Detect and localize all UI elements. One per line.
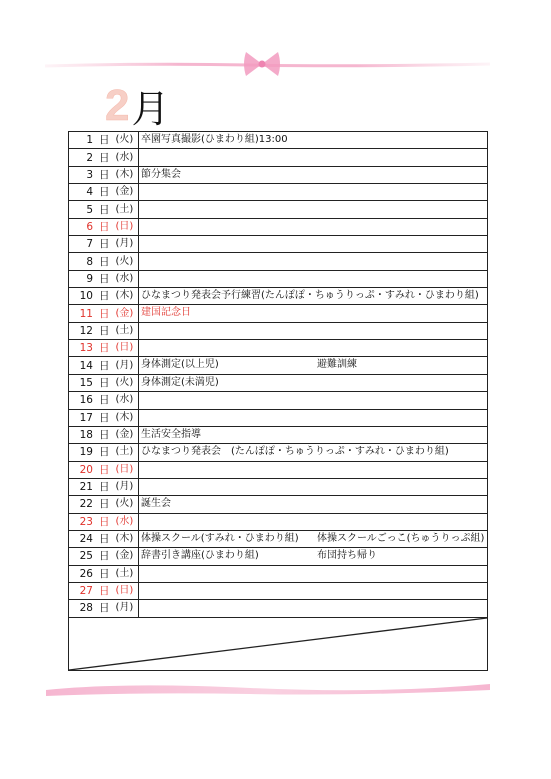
date-cell (69, 340, 139, 356)
weekday: (金) (115, 429, 134, 441)
day-number: 3 (86, 168, 93, 181)
date-cell (69, 253, 139, 269)
day-char: 日 (99, 203, 110, 216)
day-number: 16 (79, 394, 93, 407)
weekday: (火) (115, 498, 134, 510)
event-cell (139, 219, 487, 235)
day-number: 24 (79, 533, 93, 546)
event-cell (139, 410, 487, 426)
month-number: 2 (105, 81, 130, 130)
date-cell (69, 583, 139, 599)
date-cell (69, 566, 139, 582)
day-number: 22 (79, 498, 93, 511)
event-cell (139, 201, 487, 217)
weekday: (土) (115, 324, 134, 336)
day-char: 日 (99, 567, 110, 580)
weekday: (金) (115, 307, 134, 319)
day-number: 23 (79, 515, 93, 528)
date-cell (69, 132, 139, 148)
event-text: 誕生会 (141, 498, 171, 510)
weekday: (木) (115, 168, 134, 180)
day-char: 日 (99, 342, 110, 355)
weekday: (水) (115, 272, 134, 284)
date-cell (69, 479, 139, 495)
weekday: (木) (115, 290, 134, 302)
event-text-secondary: 布団持ち帰り (317, 550, 377, 562)
date-cell (69, 149, 139, 165)
event-text: 卒園写真撮影(ひまわり組)13:00 (141, 134, 288, 145)
day-char: 日 (99, 446, 110, 459)
weekday: (月) (115, 602, 134, 614)
bottom-ribbon-decoration (0, 670, 551, 710)
weekday: (金) (115, 550, 134, 562)
calendar-row (69, 462, 487, 479)
date-cell (69, 496, 139, 512)
weekday: (木) (115, 411, 134, 423)
event-text-secondary: 避難訓練 (317, 359, 357, 371)
day-number: 28 (79, 602, 93, 615)
calendar-row (69, 253, 487, 270)
day-number: 20 (79, 463, 93, 476)
calendar-row (69, 149, 487, 166)
day-number: 13 (79, 342, 93, 355)
date-cell (69, 514, 139, 530)
event-text: 身体測定(未満児) (141, 376, 219, 388)
weekday: (火) (115, 134, 134, 146)
calendar-table (68, 131, 488, 671)
weekday: (火) (115, 376, 134, 388)
calendar-row (69, 219, 487, 236)
day-char: 日 (99, 550, 110, 563)
date-cell (69, 201, 139, 217)
event-cell (139, 340, 487, 356)
day-number: 2 (86, 151, 93, 164)
day-char: 日 (99, 411, 110, 424)
event-cell (139, 600, 487, 616)
date-cell (69, 375, 139, 391)
event-cell (139, 496, 487, 512)
date-cell (69, 427, 139, 443)
day-char: 日 (99, 168, 110, 181)
day-char: 日 (99, 515, 110, 528)
day-char: 日 (99, 585, 110, 598)
day-number: 7 (86, 238, 93, 251)
day-char: 日 (99, 272, 110, 285)
calendar-row (69, 288, 487, 305)
calendar-row (69, 600, 487, 617)
event-text: 身体測定(以上児) (141, 359, 219, 371)
event-cell (139, 392, 487, 408)
date-cell (69, 184, 139, 200)
event-cell (139, 375, 487, 391)
calendar-row (69, 444, 487, 461)
calendar-row (69, 323, 487, 340)
event-cell (139, 323, 487, 339)
bow-icon (244, 52, 280, 76)
calendar-row (69, 392, 487, 409)
calendar-row (69, 340, 487, 357)
weekday: (日) (115, 342, 134, 354)
notes-box (69, 618, 487, 670)
date-cell (69, 219, 139, 235)
weekday: (日) (115, 220, 134, 232)
weekday: (月) (115, 481, 134, 493)
top-ribbon-decoration (0, 0, 551, 90)
weekday: (水) (115, 515, 134, 527)
diagonal-line (69, 618, 487, 670)
day-number: 4 (86, 186, 93, 199)
day-char: 日 (99, 463, 110, 476)
event-text: ひなまつり発表会予行練習(たんぽぽ・ちゅうりっぷ・すみれ・ひまわり組) (141, 290, 479, 302)
weekday: (月) (115, 359, 134, 371)
event-text: 生活安全指導 (141, 428, 201, 440)
weekday: (土) (115, 567, 134, 579)
day-char: 日 (99, 220, 110, 233)
event-cell (139, 444, 487, 460)
day-char: 日 (99, 324, 110, 337)
event-text: 建国記念日 (141, 307, 191, 319)
weekday: (土) (115, 203, 134, 215)
event-text: 辞書引き講座(ひまわり組) (141, 550, 259, 562)
day-char: 日 (99, 290, 110, 303)
event-cell (139, 548, 487, 564)
date-cell (69, 548, 139, 564)
day-number: 8 (86, 255, 93, 268)
date-cell (69, 600, 139, 616)
date-cell (69, 271, 139, 287)
event-cell (139, 531, 487, 547)
calendar-row (69, 583, 487, 600)
day-number: 25 (79, 550, 93, 563)
calendar-row (69, 132, 487, 149)
weekday: (月) (115, 238, 134, 250)
day-char: 日 (99, 255, 110, 268)
day-number: 21 (79, 481, 93, 494)
event-text: 節分集会 (141, 168, 181, 180)
event-cell (139, 288, 487, 304)
date-cell (69, 305, 139, 321)
page-title (105, 78, 170, 131)
calendar-row (69, 201, 487, 218)
event-cell (139, 583, 487, 599)
day-char: 日 (99, 134, 110, 147)
weekday: (日) (115, 585, 134, 597)
day-char: 日 (99, 359, 110, 372)
calendar-row (69, 496, 487, 513)
month-label: 月 (131, 87, 170, 131)
day-char: 日 (99, 238, 110, 251)
day-number: 12 (79, 324, 93, 337)
event-cell (139, 357, 487, 373)
date-cell (69, 288, 139, 304)
day-number: 15 (79, 376, 93, 389)
event-cell (139, 184, 487, 200)
day-number: 27 (79, 585, 93, 598)
date-cell (69, 357, 139, 373)
event-cell (139, 427, 487, 443)
weekday: (火) (115, 255, 134, 267)
day-number: 9 (86, 272, 93, 285)
date-cell (69, 167, 139, 183)
day-number: 10 (79, 290, 93, 303)
calendar-row (69, 305, 487, 322)
weekday: (水) (115, 151, 134, 163)
event-text-secondary: 体操スクールごっこ(ちゅうりっぷ組) (317, 532, 485, 544)
day-number: 17 (79, 411, 93, 424)
day-char: 日 (99, 429, 110, 442)
calendar-row (69, 531, 487, 548)
date-cell (69, 531, 139, 547)
event-cell (139, 149, 487, 165)
calendar-row (69, 410, 487, 427)
weekday: (水) (115, 394, 134, 406)
calendar-row (69, 514, 487, 531)
calendar-row (69, 479, 487, 496)
event-cell (139, 462, 487, 478)
event-cell (139, 566, 487, 582)
day-char: 日 (99, 151, 110, 164)
weekday: (土) (115, 446, 134, 458)
event-cell (139, 271, 487, 287)
weekday: (金) (115, 186, 134, 198)
calendar-row (69, 427, 487, 444)
day-number: 14 (79, 359, 93, 372)
date-cell (69, 410, 139, 426)
event-text: 体操スクール(すみれ・ひまわり組) (141, 532, 299, 544)
event-cell (139, 167, 487, 183)
day-number: 19 (79, 446, 93, 459)
day-char: 日 (99, 186, 110, 199)
date-cell (69, 444, 139, 460)
day-number: 26 (79, 567, 93, 580)
day-number: 5 (86, 203, 93, 216)
calendar-row (69, 236, 487, 253)
date-cell (69, 236, 139, 252)
date-cell (69, 392, 139, 408)
weekday: (木) (115, 533, 134, 545)
day-char: 日 (99, 307, 110, 320)
calendar-row (69, 375, 487, 392)
calendar-row (69, 184, 487, 201)
day-number: 18 (79, 429, 93, 442)
event-cell (139, 514, 487, 530)
event-cell (139, 253, 487, 269)
calendar-row (69, 357, 487, 374)
calendar-row (69, 548, 487, 565)
day-char: 日 (99, 481, 110, 494)
day-char: 日 (99, 533, 110, 546)
event-cell (139, 236, 487, 252)
day-char: 日 (99, 498, 110, 511)
calendar-row (69, 566, 487, 583)
day-char: 日 (99, 376, 110, 389)
day-char: 日 (99, 394, 110, 407)
calendar-row (69, 271, 487, 288)
day-number: 11 (79, 307, 93, 320)
event-text: ひなまつり発表会 (たんぽぽ・ちゅうりっぷ・すみれ・ひまわり組) (141, 446, 449, 458)
weekday: (日) (115, 463, 134, 475)
event-cell (139, 479, 487, 495)
date-cell (69, 323, 139, 339)
event-cell (139, 132, 487, 148)
day-number: 6 (86, 220, 93, 233)
calendar-row (69, 167, 487, 184)
day-char: 日 (99, 602, 110, 615)
date-cell (69, 462, 139, 478)
event-cell (139, 305, 487, 321)
day-number: 1 (86, 134, 93, 147)
